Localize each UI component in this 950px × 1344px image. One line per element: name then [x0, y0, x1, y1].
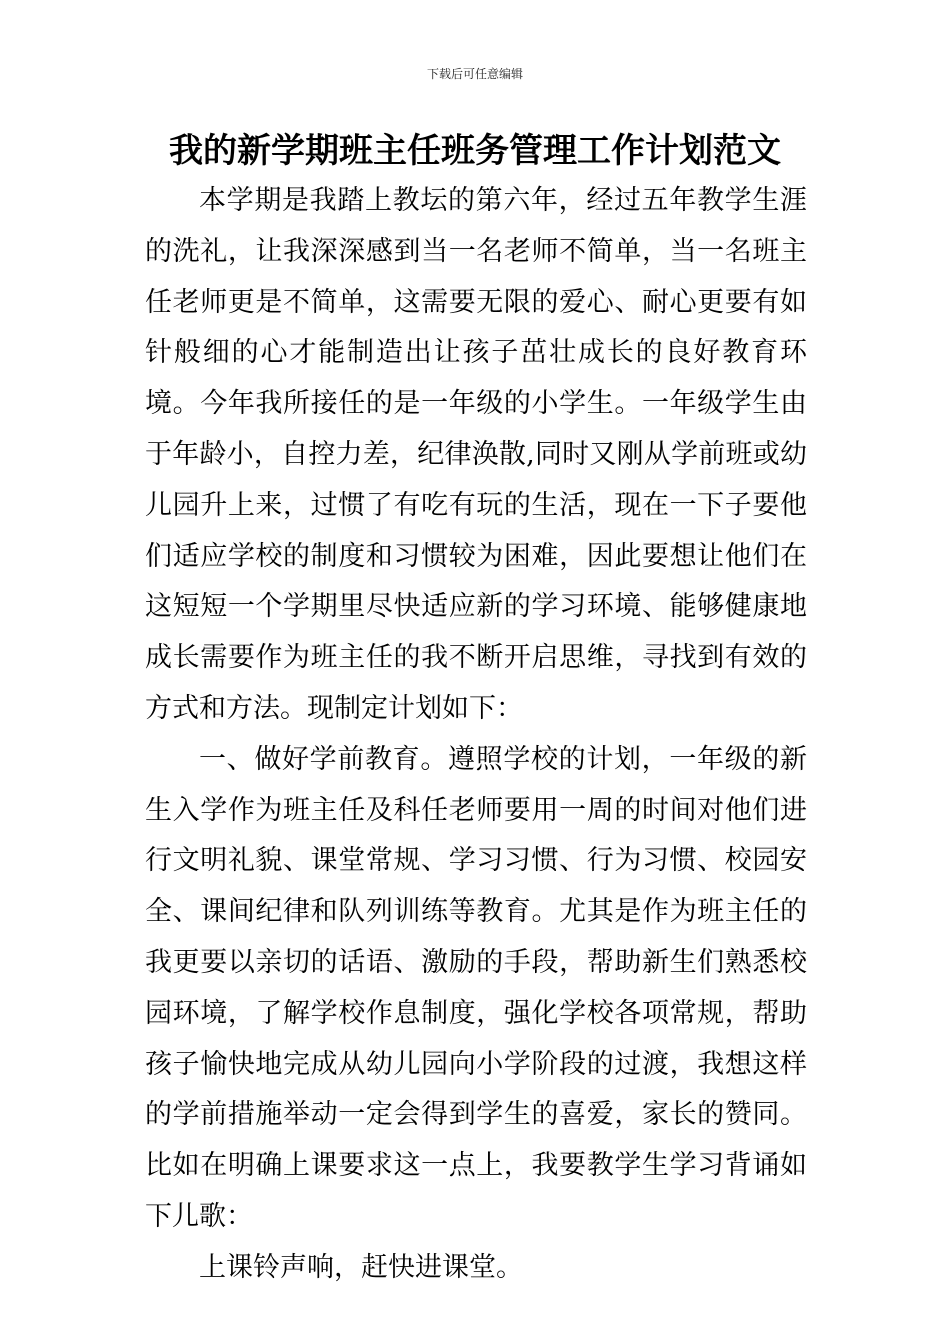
paragraph-rhyme-line: 上课铃声响，赶快进课堂。 — [199, 1251, 523, 1283]
paragraph-section-one: 一、做好学前教育。遵照学校的计划，一年级的新生入学作为班主任及科任老师要用一周的时间对他们进行文明礼貌、课堂常规、学习习惯、行为习惯、校园安全、课间纪律和队列训练等教育。尤其是作为班主任的我更要以亲切的话语、激励的手段，帮助新生们熟悉校园环境，了解学校作息制度，强化学校各项常规，帮助孩子愉快地完成从幼儿园向小学阶段的过渡，我想这样的学前措施举动一定会得到学生的喜爱，家长的赞同。比如在明确上课要求这一点上，我要教学生学习背诵如下儿歌： — [145, 743, 807, 1232]
paragraph-intro: 本学期是我踏上教坛的第六年，经过五年教学生涯的洗礼，让我深深感到当一名老师不简单，当一名班主任老师更是不简单，这需要无限的爱心、耐心更要有如针般细的心才能制造出让孩子茁壮成长的良好教育环境。今年我所接任的是一年级的小学生。一年级学生由于年龄小，自控力差，纪律涣散,同时又刚从学前班或幼儿园升上来，过惯了有吃有玩的生活，现在一下子要他们适应学校的制度和习惯较为困难，因此要想让他们在这短短一个学期里尽快适应新的学习环境、能够健康地成长需要作为班主任的我不断开启思维，寻找到有效的方式和方法。现制定计划如下： — [145, 185, 807, 724]
document-title: 我的新学期班主任班务管理工作计划范文 — [169, 131, 781, 171]
document-body — [145, 176, 807, 1294]
header-note: 下载后可任意编辑 — [426, 67, 523, 81]
